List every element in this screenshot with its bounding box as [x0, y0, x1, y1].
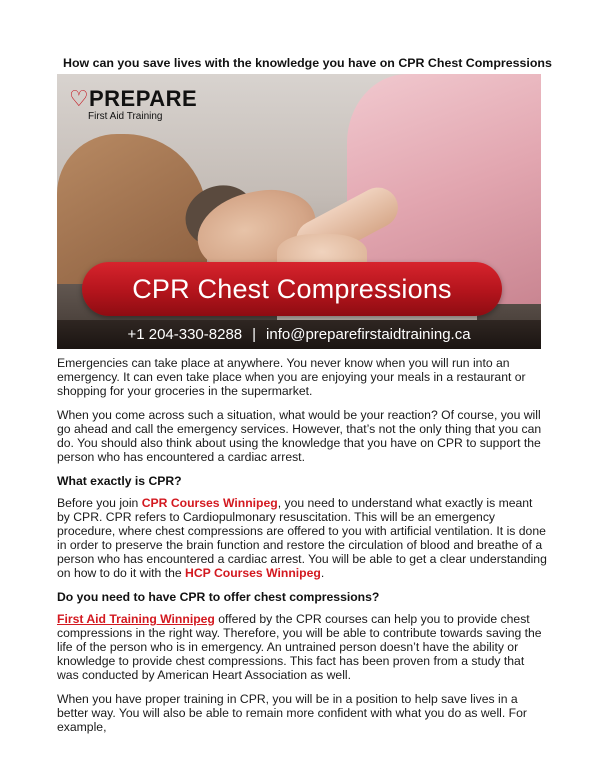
logo-brand: PREPARE	[89, 86, 198, 111]
cpr-courses-link[interactable]: CPR Courses Winnipeg	[141, 496, 278, 510]
email-address: info@preparefirstaidtraining.ca	[266, 326, 471, 343]
contact-separator: |	[252, 326, 257, 343]
banner-text: CPR Chest Compressions	[132, 274, 452, 304]
paragraph-5: When you have proper training in CPR, you will be in a position to help save lives in a better way. You will also be able to remain more confident with what you do as well. For example,	[57, 692, 527, 734]
contact-bar	[57, 320, 541, 349]
paragraph-4-text: offered by the CPR courses can help you to provide chest compressions in the right way. Therefore, you will be able to contribute towards saving the life of the person who is in emergency. An untrained person doesn’t have the ability or knowledge to provide chest compressions. This fact has been proven from a study that was conducted by American Heart Association as well.	[57, 612, 542, 682]
page-title: How can you save lives with the knowledge you have on CPR Chest Compressions	[63, 56, 552, 70]
paragraph-3-text-c: .	[320, 566, 325, 580]
paragraph-3-text-a: Before you join	[57, 496, 142, 510]
first-aid-training-link[interactable]: First Aid Training Winnipeg	[57, 612, 215, 626]
paragraph-3-text-b: , you need to understand what exactly is meant by CPR. CPR refers to Cardiopulmonary resuscitation. This will be an emergency procedure, where chest compressions are offered to you with artificial ventilation. It is done in order to preserve the brain function and restore the circulation of blood and breathe of a person who has encountered a cardiac arrest. You will be able to get a clear understanding on how to do it with the	[57, 496, 547, 580]
heart-icon: ♡	[69, 86, 89, 111]
paragraph-2: When you come across such a situation, what would be your reaction? Of course, you will go ahead and call the emergency services. However, that’s not the only thing that you can do. You should also think about using the knowledge that you have on CPR to support the person who has encountered a cardiac arrest.	[57, 408, 542, 464]
paragraph-3	[57, 496, 547, 580]
cpr-banner	[82, 262, 502, 316]
heading-need-cpr: Do you need to have CPR to offer chest compressions?	[57, 590, 380, 604]
hero-image	[57, 74, 541, 349]
paragraph-1: Emergencies can take place at anywhere. You never know when you will run into an emergency. It can even take place when you are enjoying your meals in a restaurant or shopping for your groceries in the supermarket.	[57, 356, 526, 398]
phone-number: +1 204-330-8288	[127, 326, 243, 343]
paragraph-4	[57, 612, 547, 682]
article-body	[57, 356, 547, 744]
hcp-courses-link[interactable]: HCP Courses Winnipeg	[185, 566, 321, 580]
prepare-logo	[63, 86, 198, 126]
logo-subtitle: First Aid Training	[88, 111, 163, 122]
heading-what-is-cpr: What exactly is CPR?	[57, 474, 182, 488]
